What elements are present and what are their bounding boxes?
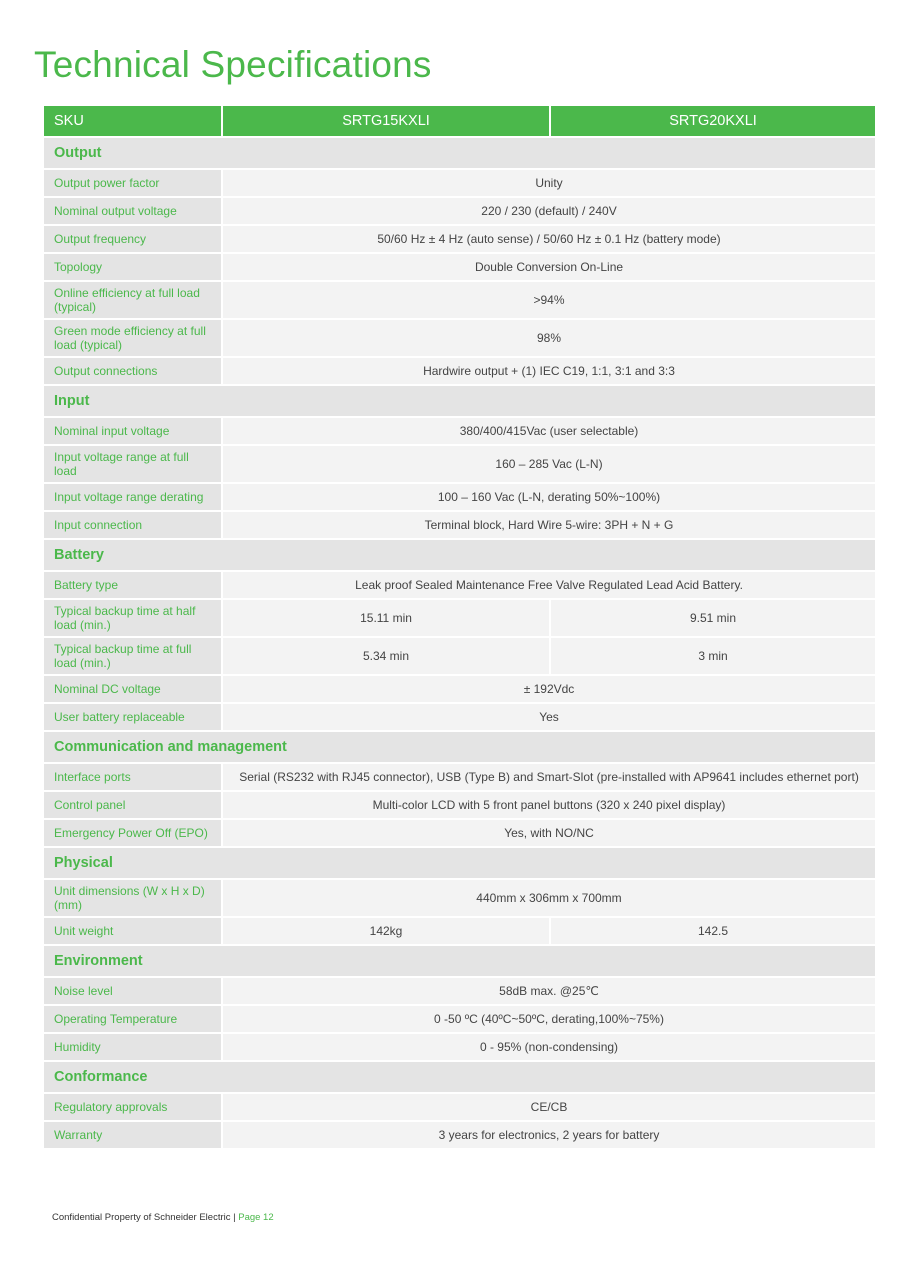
- section-title: Input: [43, 385, 876, 417]
- spec-row: [43, 253, 876, 281]
- spec-row: [43, 571, 876, 599]
- spec-label: Output connections: [43, 357, 222, 385]
- spec-row: [43, 675, 876, 703]
- section-title: Output: [43, 137, 876, 169]
- spec-row: [43, 511, 876, 539]
- spec-value: 3 years for electronics, 2 years for battery: [222, 1121, 876, 1149]
- spec-row: [43, 977, 876, 1005]
- spec-label: Regulatory approvals: [43, 1093, 222, 1121]
- spec-label: Humidity: [43, 1033, 222, 1061]
- spec-label: User battery replaceable: [43, 703, 222, 731]
- spec-value: Double Conversion On-Line: [222, 253, 876, 281]
- spec-row: [43, 1121, 876, 1149]
- spec-label: Input voltage range at full load: [43, 445, 222, 483]
- spec-label: Typical backup time at half load (min.): [43, 599, 222, 637]
- spec-label: Nominal input voltage: [43, 417, 222, 445]
- section-title: Battery: [43, 539, 876, 571]
- page-title: Technical Specifications: [34, 44, 432, 85]
- spec-row: [43, 197, 876, 225]
- spec-value: 160 – 285 Vac (L-N): [222, 445, 876, 483]
- spec-label: Noise level: [43, 977, 222, 1005]
- spec-value: 380/400/415Vac (user selectable): [222, 417, 876, 445]
- spec-label: Control panel: [43, 791, 222, 819]
- section-header-conformance: [43, 1061, 876, 1093]
- spec-value-srtg20kxli: 142.5: [550, 917, 876, 945]
- table-header-row: [43, 105, 876, 137]
- spec-value: Hardwire output + (1) IEC C19, 1:1, 3:1 and 3:3: [222, 357, 876, 385]
- spec-value: Leak proof Sealed Maintenance Free Valve Regulated Lead Acid Battery.: [222, 571, 876, 599]
- spec-row: [43, 357, 876, 385]
- section-header-output: [43, 137, 876, 169]
- spec-value: 0 - 95% (non-condensing): [222, 1033, 876, 1061]
- spec-row: [43, 791, 876, 819]
- spec-value-srtg15kxli: 142kg: [222, 917, 550, 945]
- spec-value: 50/60 Hz ± 4 Hz (auto sense) / 50/60 Hz ± 0.1 Hz (battery mode): [222, 225, 876, 253]
- spec-label: Unit weight: [43, 917, 222, 945]
- spec-label: Nominal output voltage: [43, 197, 222, 225]
- spec-value-srtg20kxli: 9.51 min: [550, 599, 876, 637]
- spec-row: [43, 879, 876, 917]
- spec-value: 100 – 160 Vac (L-N, derating 50%~100%): [222, 483, 876, 511]
- spec-label: Operating Temperature: [43, 1005, 222, 1033]
- spec-label: Nominal DC voltage: [43, 675, 222, 703]
- spec-label: Online efficiency at full load (typical): [43, 281, 222, 319]
- spec-value: Multi-color LCD with 5 front panel buttons (320 x 240 pixel display): [222, 791, 876, 819]
- spec-row: [43, 763, 876, 791]
- footer-text: Confidential Property of Schneider Electric: [52, 1212, 231, 1223]
- section-header-communication: [43, 731, 876, 763]
- spec-label: Topology: [43, 253, 222, 281]
- section-title: Environment: [43, 945, 876, 977]
- spec-row: [43, 599, 876, 637]
- spec-row: [43, 445, 876, 483]
- model-header-srtg20kxli: SRTG20KXLI: [550, 105, 876, 137]
- spec-label: Typical backup time at full load (min.): [43, 637, 222, 675]
- spec-label: Emergency Power Off (EPO): [43, 819, 222, 847]
- model-header-srtg15kxli: SRTG15KXLI: [222, 105, 550, 137]
- spec-row: [43, 703, 876, 731]
- spec-row: [43, 225, 876, 253]
- spec-label: Battery type: [43, 571, 222, 599]
- spec-value: Yes: [222, 703, 876, 731]
- spec-value: Unity: [222, 169, 876, 197]
- spec-value: 220 / 230 (default) / 240V: [222, 197, 876, 225]
- spec-value: 0 -50 ºC (40ºC~50ºC, derating,100%~75%): [222, 1005, 876, 1033]
- spec-value: 98%: [222, 319, 876, 357]
- spec-label: Unit dimensions (W x H x D) (mm): [43, 879, 222, 917]
- spec-value: Serial (RS232 with RJ45 connector), USB (Type B) and Smart-Slot (pre-installed with AP9641 includes ethernet port): [222, 763, 876, 791]
- section-title: Conformance: [43, 1061, 876, 1093]
- spec-label: Input connection: [43, 511, 222, 539]
- spec-label: Output frequency: [43, 225, 222, 253]
- spec-row: [43, 483, 876, 511]
- footer-separator: |: [233, 1212, 236, 1223]
- spec-row: [43, 169, 876, 197]
- page-footer: [52, 1212, 274, 1223]
- spec-value-srtg15kxli: 5.34 min: [222, 637, 550, 675]
- spec-row: [43, 1093, 876, 1121]
- spec-value: CE/CB: [222, 1093, 876, 1121]
- spec-value: 440mm x 306mm x 700mm: [222, 879, 876, 917]
- spec-row: [43, 319, 876, 357]
- spec-value: Yes, with NO/NC: [222, 819, 876, 847]
- spec-value-srtg20kxli: 3 min: [550, 637, 876, 675]
- spec-value-srtg15kxli: 15.11 min: [222, 599, 550, 637]
- spec-row: [43, 1005, 876, 1033]
- sku-header: SKU: [43, 105, 222, 137]
- spec-table: [42, 104, 877, 1150]
- spec-row: [43, 917, 876, 945]
- spec-row: [43, 819, 876, 847]
- spec-row: [43, 1033, 876, 1061]
- spec-row: [43, 281, 876, 319]
- spec-value: >94%: [222, 281, 876, 319]
- spec-value: ± 192Vdc: [222, 675, 876, 703]
- section-title: Communication and management: [43, 731, 876, 763]
- section-title: Physical: [43, 847, 876, 879]
- spec-value: 58dB max. @25℃: [222, 977, 876, 1005]
- section-header-battery: [43, 539, 876, 571]
- section-header-physical: [43, 847, 876, 879]
- spec-label: Warranty: [43, 1121, 222, 1149]
- spec-label: Interface ports: [43, 763, 222, 791]
- section-header-environment: [43, 945, 876, 977]
- spec-label: Input voltage range derating: [43, 483, 222, 511]
- spec-label: Output power factor: [43, 169, 222, 197]
- section-header-input: [43, 385, 876, 417]
- spec-value: Terminal block, Hard Wire 5-wire: 3PH + N + G: [222, 511, 876, 539]
- spec-row: [43, 417, 876, 445]
- page-number: Page 12: [238, 1212, 274, 1223]
- spec-row: [43, 637, 876, 675]
- spec-label: Green mode efficiency at full load (typical): [43, 319, 222, 357]
